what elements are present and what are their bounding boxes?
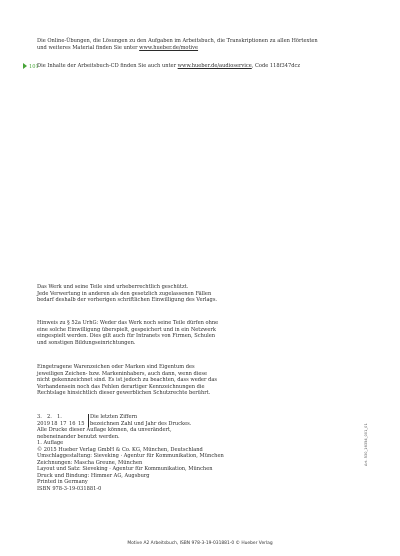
- copyright-line: Das Werk und seine Teile sind urheberrechtlich geschützt.: [37, 284, 189, 290]
- cd-notice: [23, 63, 301, 71]
- motive-link[interactable]: www.hueber.de/motive: [139, 44, 199, 51]
- cd-code: , Code 118f347dcz: [251, 63, 301, 69]
- imprint-line: Zeichnungen: Mascha Greune, München: [37, 459, 143, 466]
- copyright-line: Jede Verwertung in anderen als den gesetzlich zugelassenen Fällen: [37, 290, 212, 297]
- print-note-line-1: Die letzten Ziffern: [90, 414, 138, 420]
- play-icon: [23, 63, 27, 69]
- print-year: 18: [51, 420, 58, 427]
- cd-text: [37, 63, 300, 70]
- print-note-line-2: bezeichnen Zahl und Jahr des Druckes.: [90, 420, 192, 427]
- print-year: 15: [78, 420, 85, 427]
- imprint-line: Druck und Bindung: Himmer AG, Augsburg: [37, 472, 150, 479]
- print-year: 17: [60, 420, 67, 427]
- side-article-code: Art. 530_16354_001_01: [364, 423, 368, 466]
- intro-line-2-text: und weiteres Material finden Sie unter: [37, 44, 140, 51]
- copyright-line: bedarf deshalb der vorherigen schriftlichen Einwilligung des Verlags.: [37, 297, 218, 303]
- cd-track-number: 101: [29, 64, 39, 70]
- cd-prefix: Die Inhalte der Arbeitsbuch-CD finden Sie auch unter: [37, 63, 178, 69]
- isbn: ISBN 978-3-19-031881-0: [37, 485, 102, 492]
- intro-line-2: [37, 45, 367, 52]
- urhg-line: und sonstigen Bildungseinrichtungen.: [37, 339, 136, 346]
- print-year: 2019: [37, 420, 50, 427]
- trademark-block: [37, 364, 367, 397]
- print-number: 3.: [37, 414, 42, 420]
- print-number: 2.: [47, 414, 52, 420]
- imprint-line: nebeneinander benutzt werden.: [37, 433, 120, 440]
- trademark-line: Rechtslage hinsichtlich dieser gewerblichen Schutzrechte berührt.: [37, 390, 211, 396]
- trademark-line: jeweiligen Zeichen- bzw. Markeninhabers, auch dann, wenn diese: [37, 370, 208, 377]
- trademark-line: nicht gekennzeichnet sind. Es ist jedoch zu beachten, dass weder das: [37, 377, 217, 383]
- audioservice-link[interactable]: www.hueber.de/audioservice: [177, 63, 252, 69]
- trademark-line: Vorhandensein noch das Fehlen derartiger Kennzeichnungen die: [37, 383, 205, 390]
- urhg-line: Hinweis zu § 52a UrhG: Weder das Werk noch seine Teile dürfen ohne: [37, 320, 219, 326]
- imprint-line: Printed in Germany: [37, 479, 88, 485]
- print-number: 1.: [57, 414, 62, 420]
- imprint-line: 1. Auflage: [37, 440, 64, 446]
- trademark-line: Eingetragene Warenzeichen oder Marken sind Eigentum des: [37, 364, 195, 370]
- urhg-line: eingespielt werden. Dies gilt auch für Intranets von Firmen, Schulen: [37, 333, 216, 339]
- imprint-line: Layout und Satz: Sieveking · Agentur für Kommunikation, München: [37, 466, 213, 472]
- urhg-line: eine solche Einwilligung überspielt, gespeichert und in ein Netzwerk: [37, 326, 216, 333]
- print-note: [90, 414, 191, 427]
- print-numbers: [37, 414, 84, 427]
- intro-block: [37, 38, 367, 51]
- imprint-line: © 2015 Hueber Verlag GmbH & Co. KG, München, Deutschland: [37, 446, 203, 453]
- copyright-block: [37, 284, 367, 304]
- intro-line-1: Die Online-Übungen, die Lösungen zu den Aufgaben im Arbeitsbuch, die Transkriptionen zu allen Hörtexten: [37, 38, 318, 44]
- imprint-line: Umschlaggestaltung: Sieveking · Agentur für Kommunikation, München: [37, 453, 224, 459]
- urhg-block: [37, 320, 367, 346]
- page-footer: Motive A2 Arbeitsbuch, ISBN 978-3-19-031881-0 © Hueber Verlag: [127, 541, 273, 546]
- imprint-line: Alle Drucke dieser Auflage können, da unverändert,: [37, 427, 172, 433]
- print-year: 16: [69, 420, 76, 427]
- imprint-block: [37, 427, 367, 492]
- print-divider: [88, 414, 89, 427]
